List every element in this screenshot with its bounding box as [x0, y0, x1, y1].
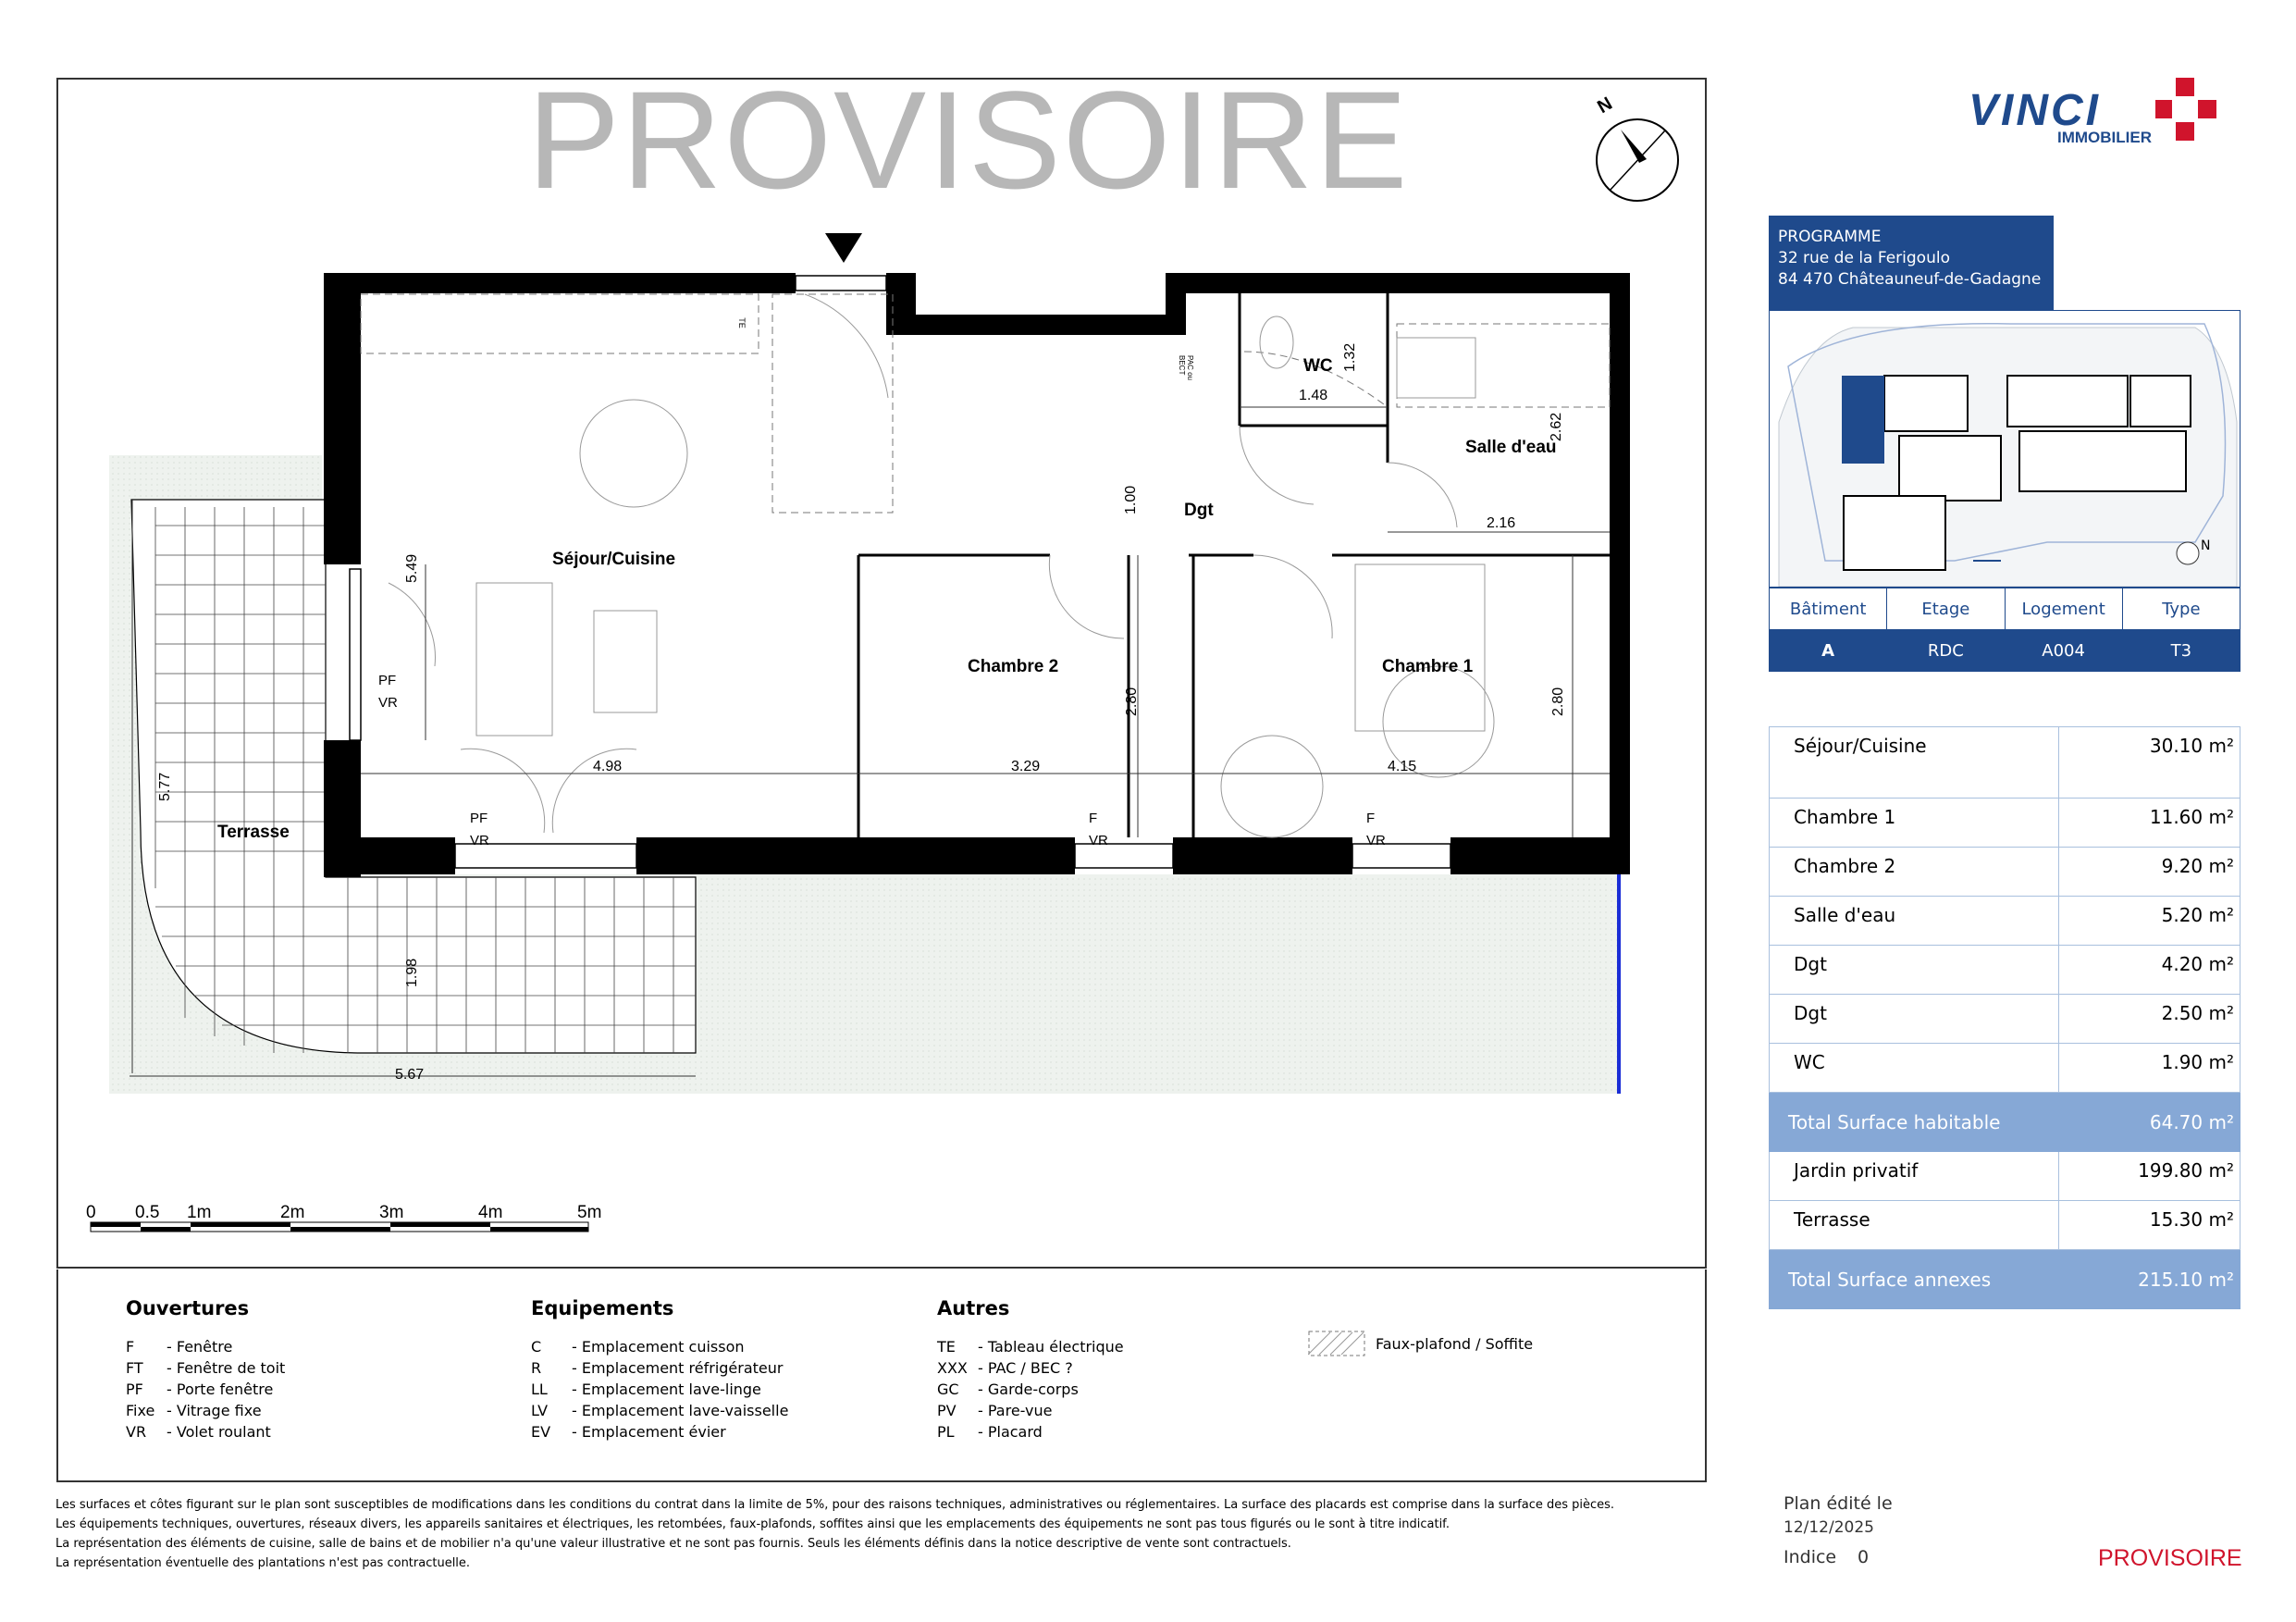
opening-label: VR: [1089, 833, 1108, 848]
dimension: 5.67: [395, 1067, 425, 1083]
vinci-logo-icon: [2150, 76, 2224, 146]
legend-frame: [56, 1269, 1707, 1482]
pac-label: PAC ou BECT: [1178, 355, 1194, 380]
logo-brand: VINCI: [1969, 86, 2102, 135]
room-label-terrasse: Terrasse: [217, 823, 290, 842]
table-row: Dgt 2.50 m²: [1770, 995, 2240, 1044]
dimension: 4.98: [593, 759, 623, 774]
dimension: 1.32: [1342, 342, 1358, 372]
site-map: [1769, 310, 2240, 588]
hatch-swatch-icon: [1308, 1331, 1367, 1358]
te-label: TE: [736, 317, 747, 328]
opening-label: VR: [470, 833, 489, 848]
table-row: Jardin privatif 199.80 m²: [1770, 1152, 2240, 1201]
table-row: Salle d'eau 5.20 m²: [1770, 897, 2240, 946]
info-header: Bâtiment: [1770, 588, 1887, 630]
opening-label: F: [1089, 811, 1098, 826]
dimension: 3.29: [1011, 759, 1041, 774]
dimension: 5.49: [404, 553, 420, 583]
scale-label: 5m: [577, 1203, 602, 1222]
table-row: Chambre 2 9.20 m²: [1770, 848, 2240, 897]
logo-subtitle: IMMOBILIER: [2057, 129, 2152, 146]
logement-info-table: [1769, 588, 2240, 672]
table-row: WC 1.90 m²: [1770, 1044, 2240, 1093]
room-label-wc: WC: [1303, 356, 1333, 376]
site-map-north: N: [2201, 539, 2211, 553]
total-annexes-row: Total Surface annexes 215.10 m²: [1770, 1250, 2240, 1309]
opening-label: F: [1366, 811, 1376, 826]
legend-equipements-title: Equipements: [531, 1297, 674, 1319]
info-header: Type: [2122, 588, 2240, 630]
room-label-dgt: Dgt: [1184, 501, 1214, 520]
edited-label: Plan édité le: [1784, 1493, 1893, 1514]
watermark-provisoire: PROVISOIRE: [527, 62, 1410, 217]
table-row: Chambre 1 11.60 m²: [1770, 799, 2240, 848]
programme-label: PROGRAMME: [1778, 228, 1882, 246]
legend-faux-plafond: Faux-plafond / Soffite: [1376, 1335, 1534, 1353]
total-habitable-row: Total Surface habitable 64.70 m²: [1770, 1093, 2240, 1152]
site-map-drawing: [1770, 311, 2240, 587]
dimension: 1.00: [1123, 485, 1139, 514]
status-label: PROVISOIRE: [2098, 1545, 2242, 1571]
indice-value: 0: [1858, 1547, 1870, 1567]
room-label-chambre2: Chambre 2: [968, 657, 1059, 676]
opening-label: PF: [378, 673, 397, 688]
info-value: T3: [2122, 630, 2240, 672]
table-row: Terrasse 15.30 m²: [1770, 1201, 2240, 1250]
programme-address-line2: 84 470 Châteauneuf-de-Gadagne: [1778, 270, 2042, 289]
exterior-walls: [324, 273, 1630, 877]
table-row: Dgt 4.20 m²: [1770, 946, 2240, 995]
opening-label: VR: [1366, 833, 1386, 848]
info-value: RDC: [1887, 630, 2005, 672]
room-label-salle-eau: Salle d'eau: [1465, 438, 1557, 457]
edited-date: 12/12/2025: [1784, 1518, 1874, 1537]
dimension: 1.48: [1299, 388, 1328, 403]
dimension: 5.77: [157, 772, 173, 801]
programme-address-line1: 32 rue de la Ferigoulo: [1778, 249, 1950, 267]
dimension: 2.62: [1549, 412, 1564, 441]
scale-bar: [91, 1222, 588, 1232]
room-label-chambre1: Chambre 1: [1382, 657, 1474, 676]
dimension: 2.80: [1550, 687, 1566, 716]
scale-label: 1m: [187, 1203, 212, 1222]
indice-label: Indice: [1784, 1547, 1837, 1567]
programme-box: [1769, 216, 2054, 310]
legend-autres-list: TE - Tableau électrique XXX - PAC / BEC ? GC - Garde-corps PV - Pare-vue PL - Placard: [937, 1338, 1124, 1441]
legend-ouvertures-title: Ouvertures: [126, 1297, 250, 1319]
dimension: 2.80: [1124, 687, 1140, 716]
dimension: 2.16: [1487, 515, 1516, 531]
interior-walls: [858, 293, 1610, 837]
scale-label: 2m: [280, 1203, 305, 1222]
dimension: 1.98: [404, 958, 420, 987]
opening-label: VR: [378, 695, 398, 711]
room-label-sejour: Séjour/Cuisine: [552, 550, 676, 569]
dimension: 4.15: [1388, 759, 1417, 774]
info-value: A: [1770, 630, 1887, 672]
legend-ouvertures-list: F - Fenêtre FT - Fenêtre de toit PF - Porte fenêtre Fixe - Vitrage fixe VR - Volet roulant: [126, 1338, 286, 1441]
info-value: A004: [2005, 630, 2122, 672]
info-header: Etage: [1887, 588, 2005, 630]
scale-label: 0.5: [135, 1203, 160, 1222]
opening-label: PF: [470, 811, 488, 826]
compass-north-label: N: [1594, 93, 1616, 118]
scale-label: 0: [86, 1203, 96, 1222]
disclaimer: Les surfaces et côtes figurant sur le plan sont susceptibles de modifications dans les conditions du contrat dans la limite de 5%, pour des raisons techniques, administratives ou réglementaires. La surface des placards est comprise dans la surface des pièces. Les équipements techniques, ouvertures, réseaux divers, les appareils sanitaires et électriques, les retombées, faux-plafonds, soffites ainsi que les emplacements des équipements ne sont pas tous figurés ou le sont à titre indicatif. La représentation des éléments de cuisine, salle de bains et de mobilier n'a qu'une valeur illustrative et ne sont pas fournis. Seuls les éléments définis dans la notice descriptive de vente sont contractuels. La représentation éventuelle des plantations n'est pas contractuelle.: [56, 1498, 1615, 1570]
table-row: Séjour/Cuisine 30.10 m²: [1770, 727, 2240, 799]
surface-table: [1769, 726, 2240, 1309]
legend-autres-title: Autres: [937, 1297, 1010, 1319]
compass-icon: [1597, 119, 1678, 201]
scale-label: 4m: [478, 1203, 503, 1222]
info-header: Logement: [2005, 588, 2122, 630]
scale-label: 3m: [379, 1203, 404, 1222]
legend-equipements-list: C - Emplacement cuisson R - Emplacement réfrigérateur LL - Emplacement lave-linge LV - Emplacement lave-vaisselle EV - Emplacement évier: [531, 1338, 789, 1441]
